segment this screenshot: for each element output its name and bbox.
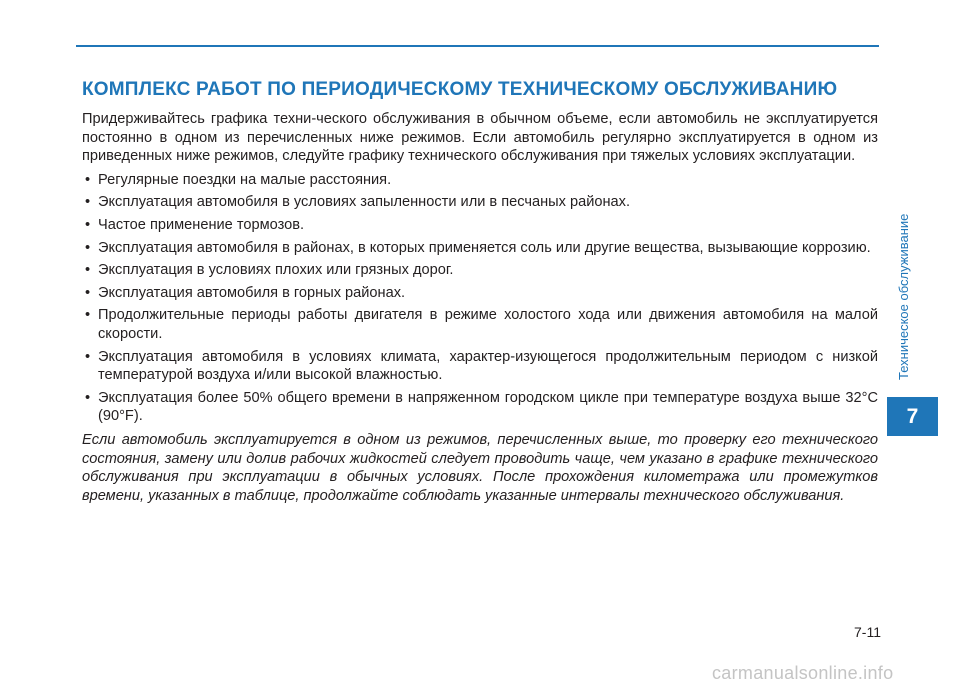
list-item — [82, 284, 878, 303]
list-item-text: Эксплуатация автомобиля в районах, в которых применяется соль или другие вещества, вызывающие коррозию. — [98, 239, 871, 256]
page-number: 7-11 — [854, 624, 881, 640]
bullet-icon: • — [85, 239, 91, 256]
bullet-icon: • — [85, 262, 91, 279]
bullet-icon: • — [85, 194, 91, 211]
bullet-icon: • — [85, 389, 91, 406]
list-item-text: Регулярные поездки на малые расстояния. — [98, 171, 392, 188]
bullet-icon: • — [85, 216, 91, 233]
list-item — [82, 239, 878, 258]
bullet-icon: • — [85, 284, 91, 301]
list-item-text: Эксплуатация автомобиля в условиях запыленности или в песчаных районах. — [98, 194, 631, 211]
list-item — [82, 193, 878, 212]
conditions-list — [82, 171, 878, 426]
list-item — [82, 261, 878, 280]
list-item — [82, 171, 878, 190]
intro-paragraph: Придерживайтесь графика техни-ческого обслуживания в обычном объеме, если автомобиль не эксплуатируется постоянно в одном из перечисленных ниже режимов. Если автомобиль регулярно эксплуатируется в одном из приведенных ниже режимов, следуйте графику технического обслуживания при тяжелых условиях эксплуатации. — [82, 111, 878, 165]
top-rule — [76, 45, 879, 47]
list-item-text: Эксплуатация автомобиля в условиях климата, характер-изующегося продолжительным периодом с низкой температурой воздуха и/или высокой влажностью. — [98, 348, 878, 384]
list-item-text: Продолжительные периоды работы двигателя в режиме холостого хода или движения автомобиля на малой скорости. — [98, 307, 878, 342]
list-item — [82, 216, 878, 235]
list-item-text: Эксплуатация в условиях плохих или грязных дорог. — [98, 262, 454, 279]
bullet-icon: • — [85, 307, 91, 324]
section-title: КОМПЛЕКС РАБОТ ПО ПЕРИОДИЧЕСКОМУ ТЕХНИЧЕСКОМУ ОБСЛУЖИВАНИЮ — [82, 79, 838, 100]
list-item — [82, 389, 878, 426]
chapter-side-label: Техническое обслуживание — [896, 213, 911, 381]
main-content — [82, 78, 878, 505]
list-item-text: Частое применение тормозов. — [98, 216, 305, 233]
bullet-icon: • — [85, 348, 91, 365]
list-item-text: Эксплуатация более 50% общего времени в напряженном городском цикле при температуре воздуха выше 32°С (90°F). — [98, 389, 878, 425]
watermark: carmanualsonline.info — [712, 663, 894, 683]
list-item — [82, 306, 878, 343]
bullet-icon: • — [85, 171, 91, 188]
chapter-number-tab: 7 — [887, 397, 938, 436]
italic-note: Если автомобиль эксплуатируется в одном из режимов, перечисленных выше, то проверку его технического состояния, замену или долив рабочих жидкостей следует проводить чаще, чем указано в графике технического обслуживания при эксплуатации в обычных условиях. После прохождения километража или промежутков времени, указанных в таблице, продолжайте соблюдать указанные интервалы технического обслуживания. — [82, 431, 878, 504]
list-item-text: Эксплуатация автомобиля в горных районах. — [98, 284, 406, 301]
list-item — [82, 348, 878, 385]
